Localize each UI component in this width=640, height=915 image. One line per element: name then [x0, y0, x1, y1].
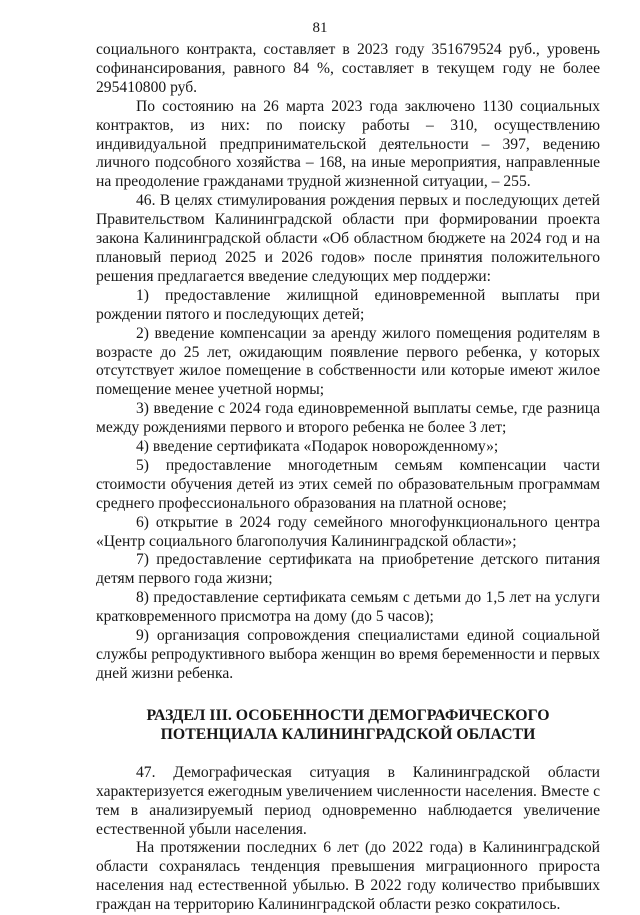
list-item-3: 3) введение с 2024 года единовременной выплаты семье, где разница между рождениями первого и второго ребенка не более 3 лет; [96, 400, 600, 437]
list-item-8: 8) предоставление сертификата семьям с детьми до 1,5 лет на услуги кратковременного присмотра на дому (до 5 часов); [96, 589, 600, 626]
paragraph-social-contract-cost: социального контракта, составляет в 2023 году 351679524 руб., уровень софинансирования, равного 84 %, составляет в текущем году не более 295410800 руб. [96, 41, 600, 96]
section-heading-line-2: ПОТЕНЦИАЛА КАЛИНИНГРАДСКОЙ ОБЛАСТИ [160, 725, 536, 743]
list-item-4: 4) введение сертификата «Подарок новорожденному»; [136, 438, 499, 456]
paragraph-migration: На протяжении последних 6 лет (до 2022 года) в Калининградской области сохранялась тенденция превышения миграционного прироста населения над естественной убылью. В 2022 году количество прибывших граждан на территорию Калининградской области резко сократилось. [96, 839, 600, 914]
paragraph-46: 46. В целях стимулирования рождения первых и последующих детей Правительством Калининградской области при формировании проекта закона Калининградской области «Об областном бюджете на 2024 год и на плановый период 2025 и 2026 годов» после принятия положительного решения предлагается введение следующих мер поддержи: [96, 192, 600, 285]
list-item-1: 1) предоставление жилищной единовременной выплаты при рождении пятого и последующих детей; [96, 286, 600, 323]
paragraph-47: 47. Демографическая ситуация в Калининградской области характеризуется ежегодным увеличением численности населения. Вместе с тем в анализируемый период одновременно наблюдается увеличение естественной убыли населения. [96, 763, 600, 838]
section-heading-line-1: РАЗДЕЛ III. ОСОБЕННОСТИ ДЕМОГРАФИЧЕСКОГО [146, 706, 550, 724]
document-body [96, 41, 600, 915]
list-item-7: 7) предоставление сертификата на приобретение детского питания детям первого года жизни; [96, 551, 600, 588]
list-item-9: 9) организация сопровождения специалистами единой социальной службы репродуктивного выбора женщин во время беременности и первых дней жизни ребенка. [96, 627, 600, 682]
section-heading [96, 706, 600, 744]
paragraph-contracts-count: По состоянию на 26 марта 2023 года заключено 1130 социальных контрактов, из них: по поиску работы – 310, осуществлению индивидуальной предпринимательской деятельности – 397, ведению личного подсобного хозяйства – 168, на иные мероприятия, направленные на преодоление гражданами трудной жизненной ситуации, – 255. [96, 97, 600, 191]
list-item-6: 6) открытие в 2024 году семейного многофункционального центра «Центр социального благополучия Калининградской области»; [96, 513, 600, 550]
list-item-2: 2) введение компенсации за аренду жилого помещения родителям в возрасте до 25 лет, ожидающим появление первого ребенка, у которых отсутствует жилое помещение в собственности или которые имеют жилое помещение менее учетной нормы; [96, 324, 600, 399]
list-item-5: 5) предоставление многодетным семьям компенсации части стоимости обучения детей из этих семей по образовательным программам среднего профессионального образования на платной основе; [96, 456, 600, 512]
page-number: 81 [312, 20, 328, 36]
